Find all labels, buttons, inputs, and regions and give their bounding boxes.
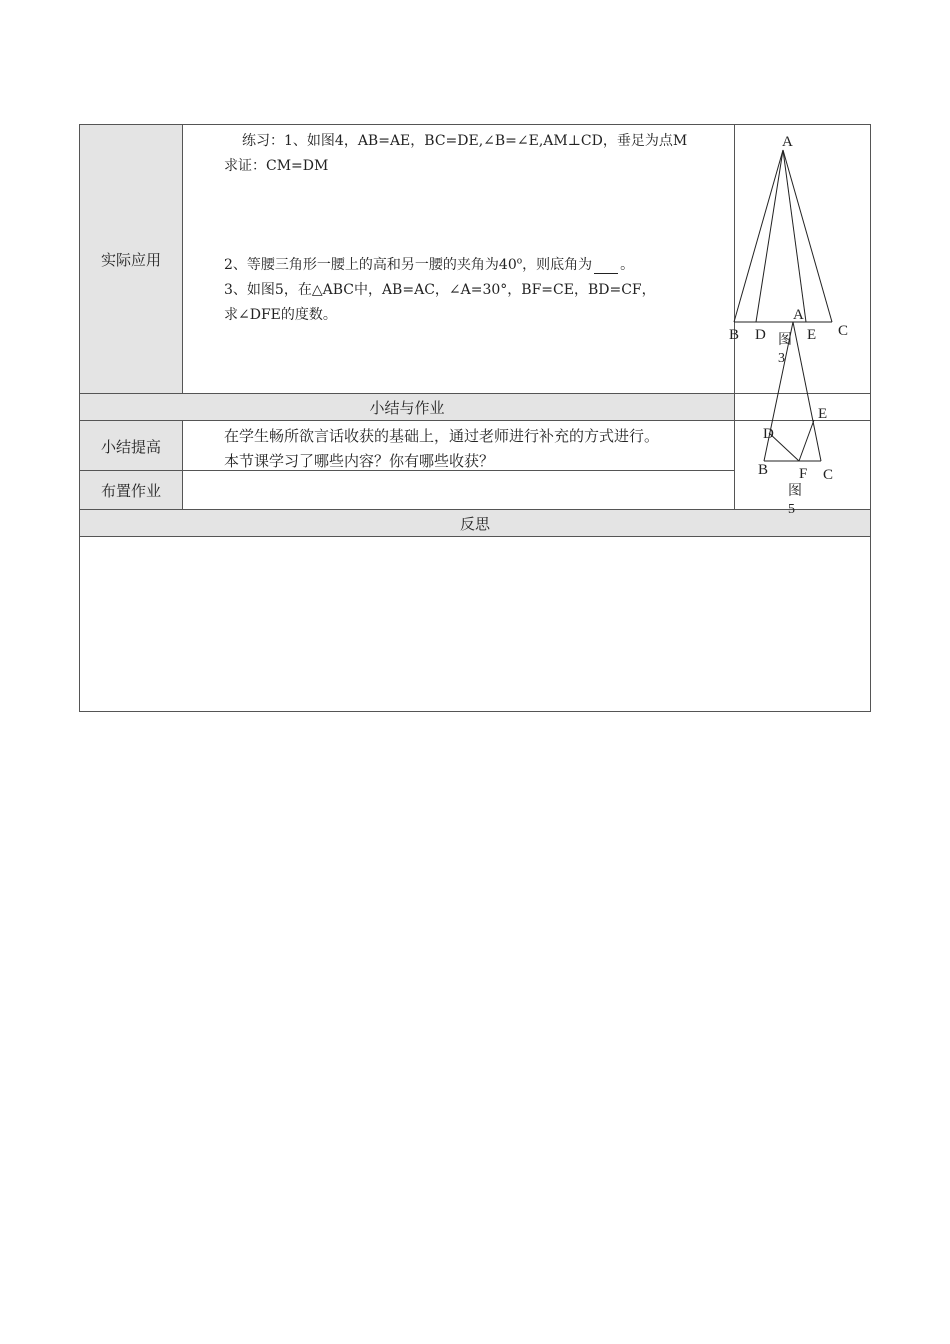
figure-5-label-b: B: [758, 462, 769, 478]
figure-3-caption-1: 图: [778, 333, 792, 348]
exercise-1-line-1: 练习：1、如图4，AB=AE，BC=DE,∠B=∠E,AM⊥CD，垂足为点M: [242, 133, 688, 149]
segment-ae: [783, 150, 806, 322]
figure-5-label-f: F: [799, 466, 808, 482]
summary-line-1: 在学生畅所欲言话收获的基础上，通过老师进行补充的方式进行。: [224, 427, 660, 445]
exercise-3-line-1: 3、如图5，在△ABC中，AB=AC，∠A=30°，BF=CE，BD=CF，: [224, 282, 656, 298]
figure-5-caption-2: 5: [788, 502, 795, 517]
summary-header: 小结与作业: [369, 399, 445, 417]
figure-3-label-a: A: [782, 134, 793, 150]
segment-ac: [783, 150, 832, 322]
figure-3-label-b: B: [729, 327, 740, 343]
figure-5-label-c: C: [823, 467, 834, 483]
figure-3: [734, 150, 832, 322]
reflection-header: 反思: [459, 515, 490, 533]
figure-3-caption-2: 3: [778, 351, 785, 366]
figure-3-label-c: C: [838, 323, 849, 339]
exercise-2-suffix: ，则底角为: [522, 257, 593, 273]
segment-ab: [734, 150, 783, 322]
exercise-2-prefix: 2、等腰三角形一腰上的高和另一腰的夹角为40: [224, 257, 517, 273]
exercise-3-line-2: 求∠DFE的度数。: [224, 307, 337, 323]
segment-ad: [756, 150, 783, 322]
figure-5-caption-1: 图: [788, 484, 802, 499]
segment-fe: [799, 420, 814, 461]
figure-5-label-d: D: [763, 426, 774, 442]
application-label: 实际应用: [100, 251, 161, 269]
figure-3-label-e: E: [807, 327, 817, 343]
homework-label: 布置作业: [100, 482, 161, 500]
degree-sign: o: [516, 256, 523, 267]
figure-5-label-e: E: [818, 406, 828, 422]
exercise-1-line-2: 求证：CM=DM: [224, 158, 329, 174]
summary-label: 小结提高: [100, 438, 161, 456]
figure-5-label-a: A: [793, 307, 804, 323]
summary-line-2: 本节课学习了哪些内容？你有哪些收获？: [224, 452, 495, 470]
exercise-2-end: 。: [620, 257, 635, 273]
figure-3-label-d: D: [755, 327, 766, 343]
